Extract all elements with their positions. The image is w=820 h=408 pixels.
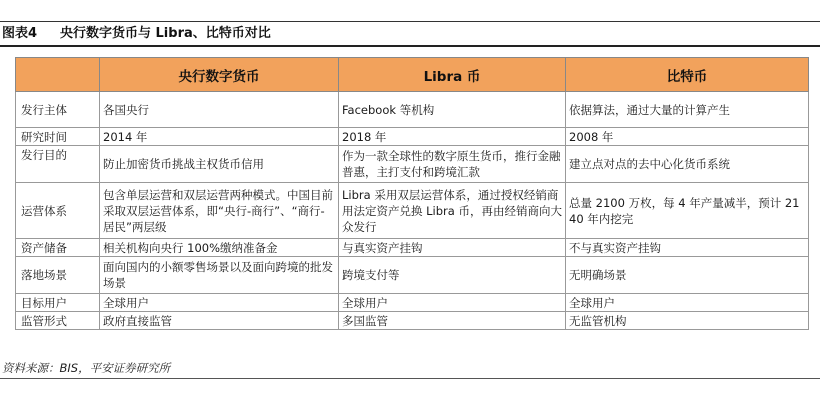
table-cell: 全球用户 [339,294,566,312]
top-rule [0,21,820,22]
row-label: 研究时间 [16,128,100,146]
source-note: 资料来源：BIS，平安证券研究所 [2,361,171,375]
row-label: 目标用户 [16,294,100,312]
row-label: 资产储备 [16,239,100,257]
table-cell: 全球用户 [100,294,339,312]
header-libra: Libra 币 [339,58,566,92]
caption-rule [0,45,820,47]
table-cell: 全球用户 [566,294,809,312]
table-cell: 作为一款全球性的数字原生货币，推行金融普惠，主打支付和跨境汇款 [339,146,566,183]
table-cell: 无监管机构 [566,312,809,330]
table-cell: 建立点对点的去中心化货币系统 [566,146,809,183]
table-cell: 包含单层运营和双层运营两种模式。中国目前采取双层运营体系，即“央行-商行”、“商行-居民”两层级 [100,183,339,239]
row-label: 发行主体 [16,92,100,128]
table-row [16,239,809,257]
table-cell: 多国监管 [339,312,566,330]
table-row [16,183,809,239]
table-cell: 相关机构向央行 100%缴纳准备金 [100,239,339,257]
table-row [16,128,809,146]
table-cell: 总量 2100 万枚，每 4 年产量减半，预计 2140 年内挖完 [566,183,809,239]
source-rule [0,378,820,379]
row-label: 监管形式 [16,312,100,330]
table-cell: 不与真实资产挂钩 [566,239,809,257]
figure-number: 图表4 [2,26,38,41]
table-cell: 与真实资产挂钩 [339,239,566,257]
table-cell: 2018 年 [339,128,566,146]
table-row [16,146,809,183]
table-row [16,92,809,128]
table-cell: 防止加密货币挑战主权货币信用 [100,146,339,183]
table-cell: 面向国内的小额零售场景以及面向跨境的批发场景 [100,257,339,294]
header-corner [16,58,100,92]
table-row [16,312,809,330]
table-cell: 跨境支付等 [339,257,566,294]
table-cell: 各国央行 [100,92,339,128]
table-cell: 依据算法，通过大量的计算产生 [566,92,809,128]
header-cbdc: 央行数字货币 [100,58,339,92]
table-cell: 2008 年 [566,128,809,146]
figure-caption [2,23,271,45]
table-cell: 政府直接监管 [100,312,339,330]
row-label: 运营体系 [16,183,100,239]
table-cell: 2014 年 [100,128,339,146]
table-cell: Libra 采用双层运营体系，通过授权经销商用法定资产兑换 Libra 币，再由经销商向大众发行 [339,183,566,239]
comparison-table [15,57,809,330]
header-bitcoin: 比特币 [566,58,809,92]
table-row [16,257,809,294]
figure-title: 央行数字货币与 Libra、比特币对比 [60,26,271,41]
table-row [16,294,809,312]
table-cell: 无明确场景 [566,257,809,294]
row-label: 落地场景 [16,257,100,294]
table-header-row [16,58,809,92]
table-cell: Facebook 等机构 [339,92,566,128]
row-label: 发行目的 [16,146,100,183]
